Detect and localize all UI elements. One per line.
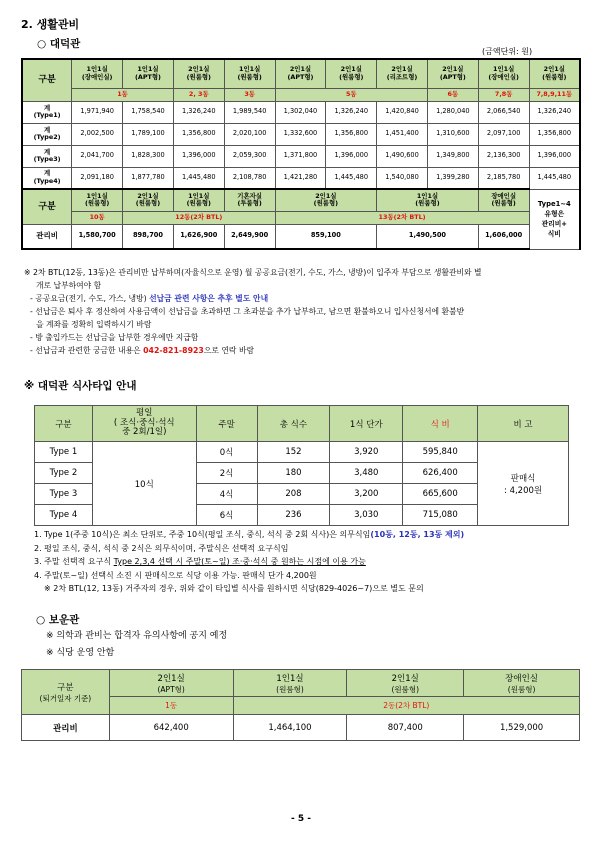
bowon-gubun: [22, 670, 110, 715]
col-header: [123, 59, 174, 88]
col-header: [233, 670, 347, 697]
row-label: [22, 101, 72, 123]
dong-label: 5동: [275, 88, 427, 101]
cell: 6식: [196, 505, 257, 526]
row-l2: (Type3): [33, 155, 61, 163]
fee-label: 관리비: [22, 224, 72, 249]
cell: 1,302,040: [275, 101, 326, 123]
col-l1: 2인1실: [391, 673, 419, 684]
col-header: [478, 59, 529, 88]
cell: 2,108,780: [224, 167, 275, 189]
col-header: [464, 670, 580, 697]
col-l2: (원룸형): [542, 72, 567, 81]
row-label: [22, 123, 72, 145]
dong-label: 3동: [224, 88, 275, 101]
cell: 859,100: [275, 224, 377, 249]
cell: 2,041,700: [72, 145, 123, 167]
cell: 1,349,800: [427, 145, 478, 167]
cell: 152: [257, 442, 330, 463]
cell: 1,758,540: [123, 101, 174, 123]
col-l2: (원룸형): [186, 199, 211, 208]
cell: 2,097,100: [478, 123, 529, 145]
bowon-fee-label: 관리비: [22, 715, 110, 741]
col-header: [275, 189, 377, 211]
cell: 1,529,000: [464, 715, 580, 741]
col-l2: (원룸형): [507, 684, 536, 694]
table-row: [22, 123, 580, 145]
bowon-note-2: ※ 식당 운영 안함: [46, 648, 115, 658]
table-row: [22, 101, 580, 123]
dong-label: 12동(2차 BTL): [123, 211, 275, 224]
col-l2: (리조트형): [386, 72, 418, 81]
col-header: [123, 189, 174, 211]
bowon-gubun-l2: (퇴거일자 기준): [39, 693, 92, 703]
col-l2: (원룸형): [491, 199, 516, 208]
col-l1: 1인1실: [188, 191, 210, 200]
col-l2: (APT형): [287, 72, 314, 81]
cell: 1,877,780: [123, 167, 174, 189]
meal-note-3a: 3. 주말 선택적 요구식: [34, 557, 114, 566]
col-header: [347, 670, 464, 697]
col-l1: 2인1실: [543, 65, 565, 74]
type-note-l1: Type1~4: [537, 199, 571, 208]
cell: 1,310,600: [427, 123, 478, 145]
weekday-meals: 10식: [92, 442, 196, 526]
meal-h-unit: 1식 단가: [330, 406, 403, 442]
col-l2: (원룸형): [391, 684, 420, 694]
col-l1: 1인1실: [416, 191, 439, 200]
col-l2: (APT형): [134, 72, 161, 81]
daedeok-fee-table: [21, 58, 581, 250]
row-l1: 계: [44, 125, 51, 134]
cell: 1,464,100: [233, 715, 347, 741]
gubun-header-2: 구분: [22, 189, 72, 224]
col-l2: (투룸형): [237, 199, 262, 208]
dong-label: 10동: [72, 211, 123, 224]
meal-h-wk3: 중 2회/1일): [122, 427, 167, 438]
cell: 2,091,180: [72, 167, 123, 189]
col-l1: 1인1실: [493, 65, 515, 74]
type-note-l3: 관리비+: [541, 220, 567, 228]
col-l1: 장애인실: [505, 673, 538, 684]
col-l2: (장애인실): [488, 72, 519, 81]
cell: 3,480: [330, 463, 403, 484]
page-number: - 5 -: [291, 814, 311, 824]
cell: 595,840: [403, 442, 478, 463]
cell: 2,649,900: [224, 224, 275, 249]
cell: 2,136,300: [478, 145, 529, 167]
cell: 1,396,000: [173, 145, 224, 167]
col-l1: 1인1실: [86, 191, 108, 200]
cell: 208: [257, 484, 330, 505]
note-b1a: - 공공요금(전기, 수도, 가스, 냉방): [30, 294, 150, 303]
col-l2: (원룸형): [84, 199, 110, 208]
col-header: [173, 189, 224, 211]
meal-h-meal: 식 비: [403, 406, 478, 442]
cell: 1,399,280: [427, 167, 478, 189]
meal-title: ※ 대덕관 식사타입 안내: [24, 380, 137, 392]
meal-h-note: 비 고: [478, 406, 569, 442]
col-l2: (원룸형): [186, 72, 211, 81]
col-l1: 2인1실: [442, 65, 464, 74]
table-row: [22, 167, 580, 189]
row-l1: 계: [44, 169, 51, 178]
cell: 180: [257, 463, 330, 484]
cell: 2,066,540: [478, 101, 529, 123]
col-l1: 1인1실: [137, 65, 159, 74]
table-row: [22, 145, 580, 167]
cell: 1,326,240: [326, 101, 377, 123]
cell: 1,445,480: [326, 167, 377, 189]
subsection-daedeok: ○ 대덕관: [37, 38, 81, 50]
col-l2: (원룸형): [276, 684, 304, 694]
cell: 1,420,840: [377, 101, 428, 123]
col-l1: 1인1실: [276, 673, 304, 684]
col-l2: (원룸형): [237, 72, 262, 81]
col-l1: 2인1실: [391, 65, 413, 74]
col-l2: (원룸형): [415, 199, 440, 208]
dong-label: 7,8동: [478, 88, 529, 101]
col-header: [478, 189, 529, 211]
meal-note-l1: 판매식: [510, 473, 536, 484]
notes-block: [24, 266, 584, 357]
meal-h-wk1: 평일: [136, 407, 153, 418]
cell: 1,828,300: [123, 145, 174, 167]
note-b4a: - 선납금과 관련한 궁금한 내용은: [30, 346, 144, 355]
col-l2: (장애인실): [81, 72, 113, 81]
meal-note-l2: : 4,200원: [504, 485, 543, 496]
col-header: [275, 59, 326, 88]
cell: 1,326,240: [173, 101, 224, 123]
cell: 1,451,400: [377, 123, 428, 145]
row-label: [22, 167, 72, 189]
meal-note-1b: (10동, 12동, 13동 제외): [370, 530, 465, 539]
bowon-fee-table: [21, 669, 580, 741]
cell: Type 4: [35, 505, 93, 526]
dong-label: 1동: [72, 88, 174, 101]
row-l1: 계: [44, 147, 51, 156]
col-l2: (APT형): [157, 684, 185, 694]
meal-note-1a: 1. Type 1(주중 10식)은 최소 단위로, 주중 10식(평일 조식, 중식, 석식 중 2회 식사)은 의무식임: [34, 530, 371, 539]
meal-h-weekend: 주말: [196, 406, 257, 442]
col-l1: 2인1실: [137, 191, 159, 200]
table-row: [22, 715, 580, 741]
meal-h-wk2: ( 조식·중식·석식: [113, 417, 175, 428]
contact-phone: 042-821-8923: [143, 346, 204, 355]
note-bullet-2b: 을 계좌를 정확히 입력하시기 바람: [36, 320, 152, 329]
col-l1: 2인1실: [315, 191, 337, 200]
table-row: [35, 442, 569, 463]
col-header: [326, 59, 377, 88]
note-bullet-2: - 선납금은 퇴사 후 정산하여 사용금액이 선납금을 초과하면 그 초과분을 추가 납부하고, 남으면 환불하오니 입사신청서에 환불받: [30, 307, 465, 316]
col-header: [427, 59, 478, 88]
cell: 1,606,000: [478, 224, 529, 249]
col-header: [224, 59, 275, 88]
cell: 2,059,300: [224, 145, 275, 167]
row-l2: (Type4): [33, 176, 61, 185]
subsection-bowon: ○ 보운관: [36, 614, 80, 626]
note-b4c: 으로 연락 바람: [203, 346, 255, 355]
cell: Type 1: [35, 442, 93, 463]
unit-label: (금액단위: 원): [482, 47, 533, 56]
dong-label: 7,8,9,11동: [529, 88, 580, 101]
col-header: [377, 189, 479, 211]
meal-note-3: [34, 555, 579, 569]
type-note-l4: 식비: [547, 230, 561, 239]
col-l1: 2인1실: [289, 65, 312, 74]
row-label: [22, 145, 72, 167]
cell: 665,600: [403, 484, 478, 505]
section-title: 2. 생활관비: [21, 18, 80, 31]
meal-note: [478, 442, 569, 526]
col-l1: 2인1실: [188, 65, 210, 74]
cell: 2,020,100: [224, 123, 275, 145]
meal-h-weekday: [92, 406, 196, 442]
cell: 3,030: [330, 505, 403, 526]
cell: 4식: [196, 484, 257, 505]
cell: 0식: [196, 442, 257, 463]
col-l2: (원룸형): [313, 199, 339, 208]
meal-note-4: 4. 주말(토~일) 선택식 소진 시 판매식으로 식당 이용 가능. 판매식 단가 4,200원: [34, 570, 317, 580]
cell: 3,200: [330, 484, 403, 505]
cell: 1,356,800: [326, 123, 377, 145]
cell: 1,971,940: [72, 101, 123, 123]
dong-label: 1동: [109, 697, 233, 715]
col-l1: 1인1실: [239, 65, 261, 74]
col-l2: (APT형): [439, 72, 466, 81]
cell: 236: [257, 505, 330, 526]
col-l1: 1인1실: [86, 65, 108, 74]
meal-h-total: 총 식수: [257, 406, 330, 442]
gubun-header: 구분: [22, 59, 72, 101]
cell: 3,920: [330, 442, 403, 463]
col-l2: (원룸형): [135, 199, 161, 208]
cell: 898,700: [123, 224, 174, 249]
cell: 1,332,600: [275, 123, 326, 145]
col-header: [72, 59, 123, 88]
cell: 1,445,480: [529, 167, 580, 189]
cell: 2,185,780: [478, 167, 529, 189]
note-1: ※ 2차 BTL(12동, 13동)은 관리비만 납부하며(자율식으로 운영) 월 공공요금(전기, 수도, 가스, 냉방)이 입주자 부담으로 생활관비와 별: [24, 268, 482, 277]
bowon-gubun-l1: 구분: [57, 682, 74, 693]
type-note: [529, 189, 580, 249]
cell: 1,490,600: [377, 145, 428, 167]
cell: Type 2: [35, 463, 93, 484]
col-header: [173, 59, 224, 88]
cell: 642,400: [109, 715, 233, 741]
note-bullet-4: [24, 344, 584, 357]
meal-note-1: [34, 528, 579, 542]
cell: 626,400: [403, 463, 478, 484]
cell: 715,080: [403, 505, 478, 526]
col-l1: 기혼자실: [237, 191, 262, 200]
cell: 1,580,700: [72, 224, 123, 249]
meal-note-5: ※ 2차 BTL(12, 13동) 거주자의 경우, 위와 같이 타입별 식사를 원하시면 식당(829-4026~7)으로 별도 문의: [44, 584, 424, 593]
dong-label: 2, 3동: [173, 88, 224, 101]
bowon-note-1: ※ 의학과 관비는 합격자 유의사항에 공지 예정: [46, 631, 228, 641]
cell: 1,371,800: [275, 145, 326, 167]
cell: 1,356,800: [529, 123, 580, 145]
meal-h-gubun: 구분: [35, 406, 93, 442]
note-b1b: 선납금 관련 사항은 추후 별도 안내: [149, 294, 269, 303]
cell: 2식: [196, 463, 257, 484]
col-l1: 2인1실: [340, 65, 362, 74]
cell: 1,280,040: [427, 101, 478, 123]
col-header: [377, 59, 428, 88]
type-note-l2: 유형은: [544, 209, 565, 218]
dong-label: 13동(2차 BTL): [275, 211, 529, 224]
col-header: [109, 670, 233, 697]
cell: 1,396,000: [326, 145, 377, 167]
meal-note-2: 2. 평일 조식, 중식, 석식 중 2식은 의무식이며, 주말식은 선택적 요구식임: [34, 543, 289, 553]
cell: 1,540,080: [377, 167, 428, 189]
meal-note-3b: Type 2,3,4 선택 시 주말(토~일) 조·중·석식 중 원하는 시점에 이용 가능: [113, 557, 366, 566]
dong-label: 2동(2차 BTL): [233, 697, 579, 715]
col-header: [224, 189, 275, 211]
cell: 1,626,900: [173, 224, 224, 249]
meal-type-table: [34, 405, 569, 526]
meal-notes: [34, 528, 579, 596]
note-1b: 개로 납부하여야 함: [36, 281, 102, 290]
col-header: [72, 189, 123, 211]
col-l1: 장애인실: [491, 191, 517, 200]
row-l2: (Type2): [33, 133, 61, 141]
cell: 807,400: [347, 715, 464, 741]
cell: 1,326,240: [529, 101, 580, 123]
cell: 1,421,280: [275, 167, 326, 189]
cell: 1,356,800: [173, 123, 224, 145]
dong-label: 6동: [427, 88, 478, 101]
cell: 2,002,500: [72, 123, 123, 145]
note-bullet-3: - 방 출입카드는 선납금을 납부한 경우에만 지급함: [30, 333, 199, 342]
cell: 1,989,540: [224, 101, 275, 123]
cell: Type 3: [35, 484, 93, 505]
row-l2: (Type1): [33, 111, 61, 119]
cell: 1,396,000: [529, 145, 580, 167]
cell: 1,445,480: [173, 167, 224, 189]
cell: 1,789,100: [123, 123, 174, 145]
note-bullet-1: [24, 292, 584, 305]
row-l1: 계: [44, 103, 51, 112]
col-l1: 2인1실: [157, 673, 185, 684]
col-header: [529, 59, 580, 88]
table-row: [22, 224, 580, 249]
col-l2: (원룸형): [339, 72, 364, 81]
cell: 1,490,500: [377, 224, 479, 249]
bowon-notes: [46, 628, 227, 662]
